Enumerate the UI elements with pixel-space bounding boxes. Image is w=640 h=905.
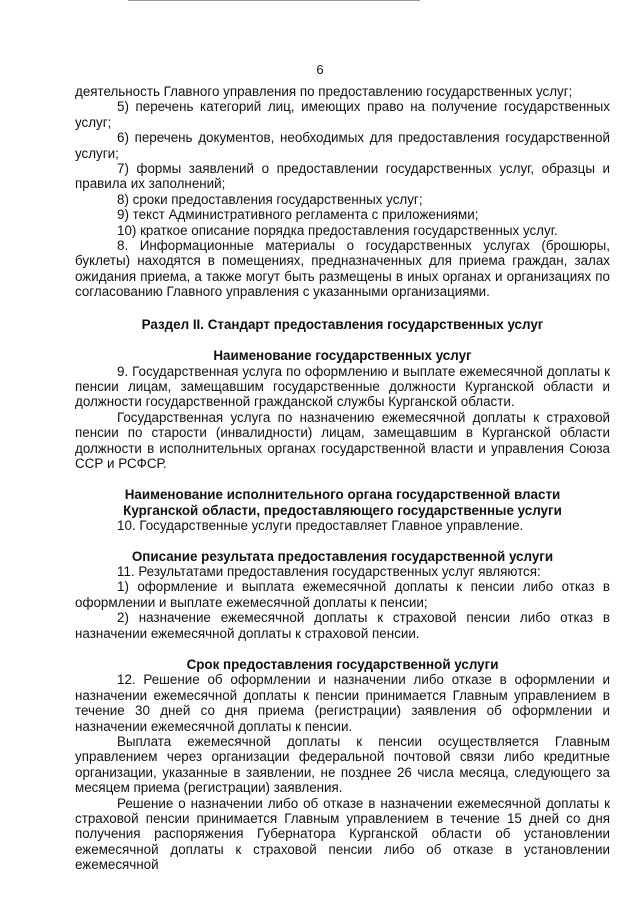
list-item: 1) оформление и выплата ежемесячной доплаты к пенсии либо отказ в оформлении и выплате ежемесячной доплаты к пенсии; — [75, 579, 610, 610]
list-item: 9) текст Административного регламента с приложениями; — [117, 207, 479, 223]
paragraph: 9. Государственная услуга по оформлению и выплате ежемесячной доплаты к пенсии лицам, замещавшим государственные должности Курганской области и должности государственной гражданской службы Курганской области. — [75, 363, 610, 410]
list-item: 6) перечень документов, необходимых для предоставления государственной услуги; — [75, 130, 610, 161]
top-border-line — [128, 0, 420, 1]
paragraph: деятельность Главного управления по предоставлению государственных услуг; — [75, 84, 573, 99]
paragraph: 8. Информационные материалы о государственных услугах (брошюры, буклеты) находятся в помещениях, предназначенных для приема граждан, залах ожидания приема, а также могут быть размещены в иных органах и организациях по согласованию Главного управления с указанными организациями. — [75, 238, 610, 300]
subsection-heading-continued: Курганской области, предоставляющего государственные услуги — [123, 502, 562, 518]
subsection-heading: Наименование исполнительного органа государственной власти — [124, 487, 561, 503]
list-item: 10) краткое описание порядка предоставления государственных услуг. — [117, 222, 558, 238]
list-item: 7) формы заявлений о предоставлении государственных услуг, образцы и правила их заполнений; — [75, 161, 610, 192]
list-item: 2) назначение ежемесячной доплаты к страховой пенсии либо отказ в назначении ежемесячной доплаты к страховой пенсии. — [75, 610, 610, 641]
paragraph: 12. Решение об оформлении и назначении либо отказе в оформлении и назначении ежемесячной доплаты к пенсии принимается Главным управлением в течение 30 дней со дня приема (регистрации) заявления об оформлении и назначении ежемесячной доплаты к пенсии. — [75, 672, 610, 734]
paragraph: Решение о назначении либо об отказе в назначении ежемесячной доплаты к страховой пенсии принимается Главным управлением в течение 15 дней со дня получения распоряжения Губернатора Курганской области об установлении ежемесячной доплаты к страховой пенсии либо об отказе в установлении ежемесячной — [75, 795, 610, 873]
list-item: 5) перечень категорий лиц, имеющих право на получение государственных услуг; — [75, 99, 610, 130]
document-body — [75, 84, 610, 873]
paragraph: Выплата ежемесячной доплаты к пенсии осуществляется Главным управлением через организации федеральной почтовой связи либо кредитные организации, указанные в заявлении, не позднее 26 числа месяца, следующего за месяцем приема (регистрации) заявления. — [75, 734, 610, 796]
subsection-heading: Описание результата предоставления государственной услуги — [131, 548, 554, 564]
subsection-heading: Срок предоставления государственной услуги — [186, 657, 499, 672]
list-item: 8) сроки предоставления государственных услуг; — [117, 191, 423, 207]
subsection-heading: Наименование государственных услуг — [213, 348, 472, 364]
paragraph: Государственная услуга по назначению ежемесячной доплаты к страховой пенсии по старости (инвалидности) лицам, замещавшим в Курганской области должности в исполнительных органах государственной власти и управления Союза ССР и РСФСР. — [75, 409, 610, 471]
paragraph: 10. Государственные услуги предоставляет Главное управление. — [117, 518, 524, 534]
page-number: 6 — [316, 62, 324, 77]
paragraph: 11. Результатами предоставления государственных услуг являются: — [117, 563, 541, 579]
section-title: Раздел II. Стандарт предоставления государственных услуг — [141, 316, 544, 332]
